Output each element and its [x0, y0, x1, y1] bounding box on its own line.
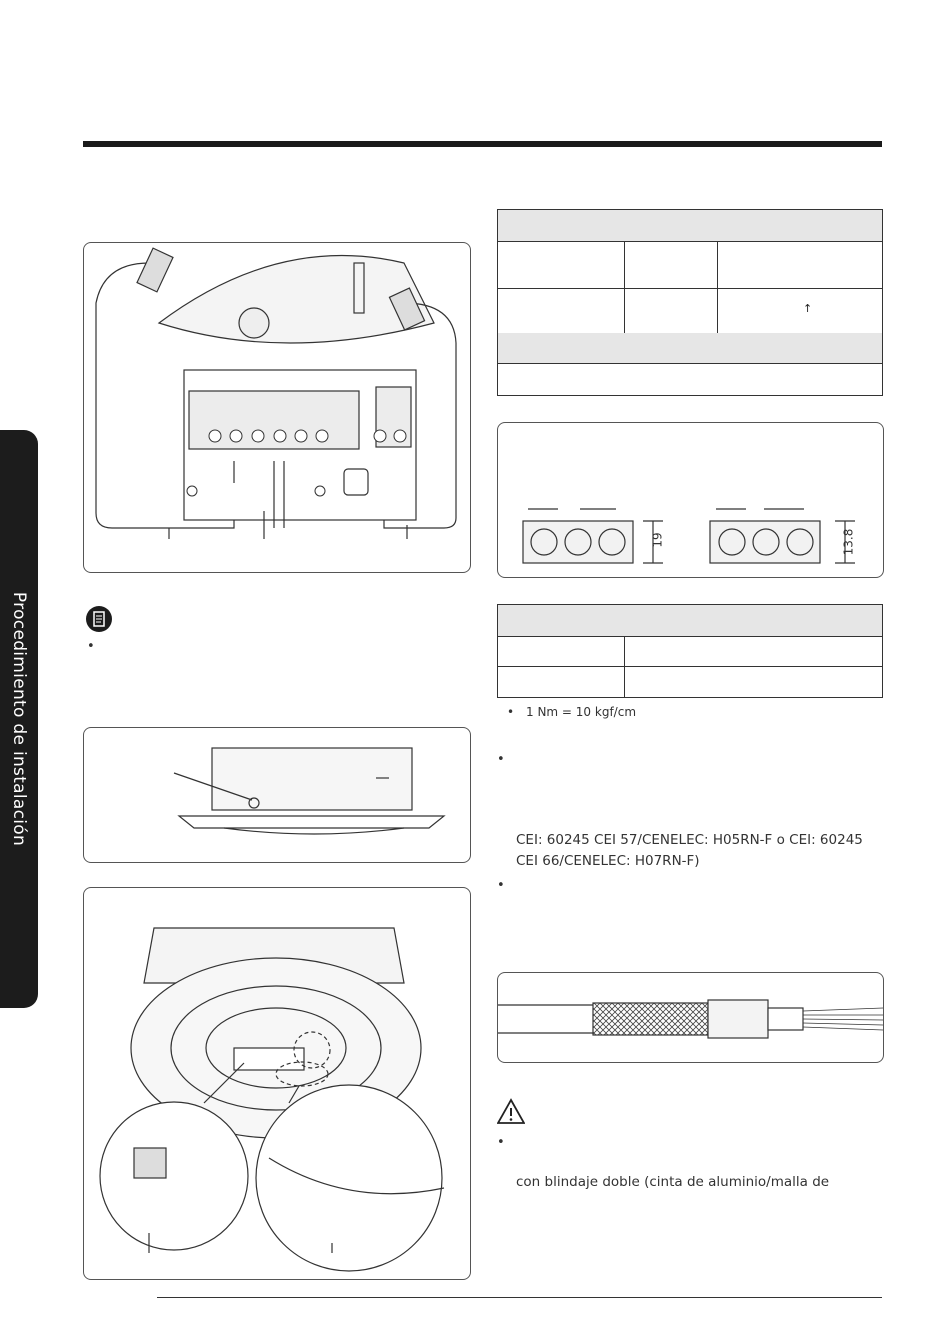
standard-bullet: • — [497, 752, 505, 767]
cable-spec-divider-2 — [717, 241, 718, 333]
cable-clamp-illustration — [84, 888, 470, 1279]
note-icon — [86, 606, 112, 632]
shield-text-line-1: con blindaje doble (cinta de aluminio/malla de — [516, 1174, 830, 1190]
torque-note: 1 Nm = 10 kgf/cm — [526, 705, 637, 719]
cable-spec-data-row — [498, 288, 882, 334]
standard-text-line-2: CEI 66/CENELEC: H07RN-F) — [516, 853, 700, 869]
torque-note-bullet: • — [507, 705, 515, 719]
wiring-diagram-figure — [83, 242, 471, 573]
side-tab-label: Procedimiento de instalación — [9, 591, 29, 847]
cable-spec-table — [497, 209, 883, 396]
unit-side-view-illustration — [84, 728, 470, 862]
dimension-a-label: 19 — [650, 532, 665, 548]
wiring-diagram-illustration — [84, 243, 470, 572]
torque-header-row — [498, 605, 882, 637]
arrow-glyph: ↑ — [803, 302, 813, 315]
terminal-dimension-figure — [497, 422, 884, 578]
shielded-cable-illustration — [498, 973, 883, 1062]
second-bullet: • — [497, 878, 505, 893]
side-tab — [0, 430, 38, 1008]
cable-spec-section-row — [498, 333, 882, 364]
warning-bullet: • — [497, 1135, 505, 1150]
cable-spec-subheader-row — [498, 241, 882, 289]
torque-divider — [624, 636, 625, 697]
cable-spec-divider-1 — [624, 241, 625, 333]
cable-clamp-figure — [83, 887, 471, 1280]
standard-text-line-1: CEI: 60245 CEI 57/CENELEC: H05RN-F o CEI: 60245 — [516, 832, 863, 848]
header-rule — [83, 141, 882, 147]
torque-row-2 — [498, 666, 882, 696]
dimension-b-label: 13.8 — [841, 528, 856, 556]
torque-table — [497, 604, 883, 698]
unit-side-view-figure — [83, 727, 471, 863]
cable-spec-footer-row — [498, 363, 882, 394]
warning-icon — [497, 1098, 525, 1126]
note-bullet: • — [87, 639, 95, 654]
footer-rule — [157, 1297, 882, 1298]
cable-spec-header-row — [498, 210, 882, 242]
shielded-cable-figure — [497, 972, 884, 1063]
terminal-dimension-illustration — [498, 423, 883, 577]
torque-row-1 — [498, 636, 882, 667]
